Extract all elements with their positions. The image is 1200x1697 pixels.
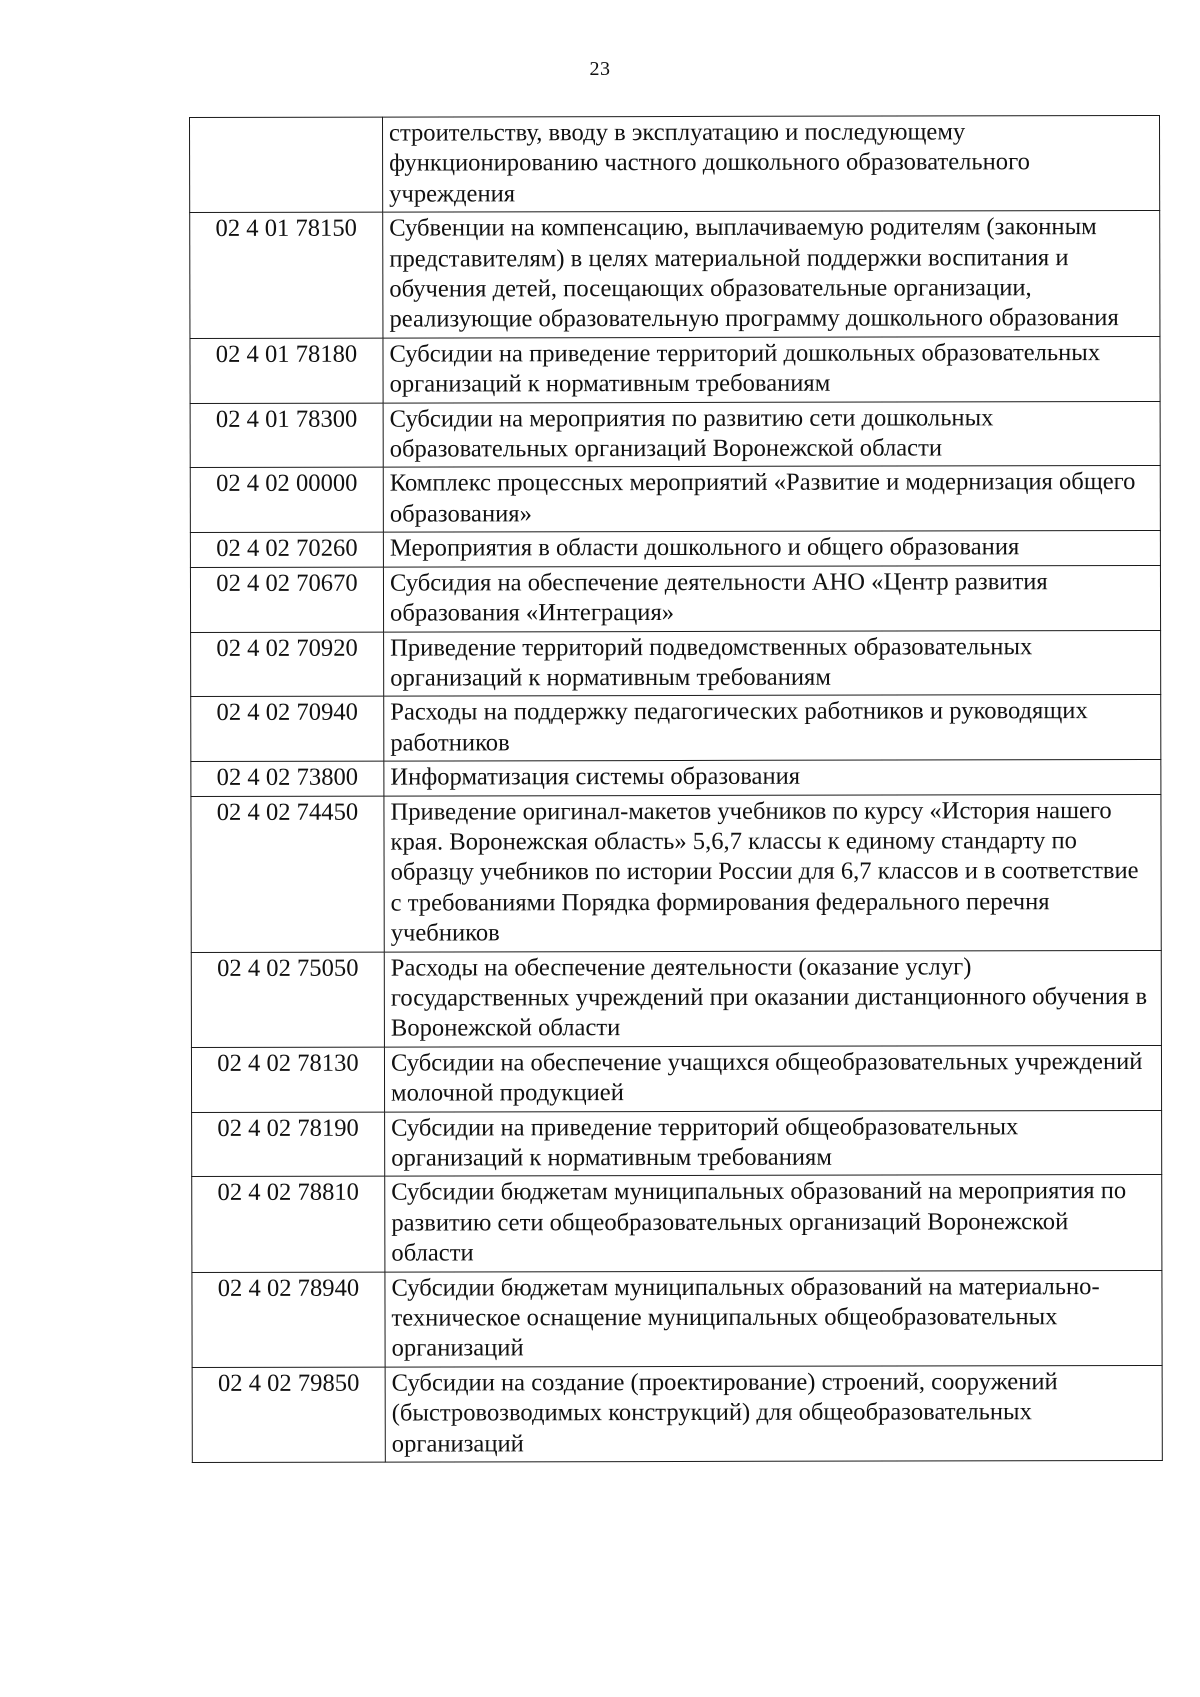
expense-description-cell: Субсидии на мероприятия по развитию сети дошкольных образовательных организаций Воронежской области <box>383 401 1160 467</box>
expense-description-cell: Субсидии на создание (проектирование) строений, сооружений (быстровозводимых конструкций) для общеобразовательных организаций <box>385 1365 1162 1462</box>
table-row <box>190 531 1160 567</box>
table-row <box>192 1110 1162 1177</box>
page-number: 23 <box>589 58 611 80</box>
classification-code-cell: 02 4 02 78810 <box>192 1176 385 1272</box>
expense-description-cell: Мероприятия в области дошкольного и общего образования <box>383 531 1160 567</box>
table-row <box>192 1365 1162 1462</box>
table-body <box>190 115 1163 1462</box>
classification-code-cell: 02 4 02 70940 <box>191 696 384 761</box>
table-row <box>191 760 1161 796</box>
expense-description-cell: Субсидии на обеспечение учащихся общеобразовательных учреждений молочной продукцией <box>384 1045 1161 1111</box>
classification-code-cell: 02 4 01 78150 <box>190 212 383 338</box>
table-row <box>191 695 1161 762</box>
table-row <box>191 1045 1161 1112</box>
table-row <box>191 630 1161 697</box>
classification-code-cell: 02 4 02 74450 <box>191 796 384 952</box>
table-row <box>190 401 1160 468</box>
table-row <box>190 211 1160 339</box>
expense-description-cell: Информатизация системы образования <box>384 760 1161 796</box>
classification-code-cell: 02 4 02 70670 <box>190 567 383 632</box>
classification-code-cell: 02 4 02 75050 <box>191 952 384 1048</box>
expense-description-cell: Субсидии на приведение территорий общеобразовательных организаций к нормативным требованиям <box>385 1110 1162 1176</box>
expense-description-cell: Субвенции на компенсацию, выплачиваемую родителям (законным представителям) в целях материальной поддержки воспитания и обучения детей, посещающих образовательные организации, реализующие образовательную программу дошкольного образования <box>383 211 1160 338</box>
table-row <box>191 794 1161 952</box>
table-row <box>190 565 1160 632</box>
table-row <box>191 950 1161 1047</box>
table-row <box>190 466 1160 533</box>
expense-description-cell: строительству, вводу в эксплуатацию и последующему функционированию частного дошкольного образовательного учреждения <box>383 115 1160 212</box>
classification-code-cell: 02 4 01 78300 <box>190 403 383 468</box>
expense-description-cell: Комплекс процессных мероприятий «Развитие и модернизация общего образования» <box>383 466 1160 532</box>
budget-classification-table <box>189 115 1163 1463</box>
classification-code-cell: 02 4 02 78190 <box>192 1112 385 1177</box>
table-row <box>192 1270 1162 1367</box>
classification-code-cell: 02 4 02 73800 <box>191 761 384 796</box>
expense-description-cell: Приведение территорий подведомственных образовательных организаций к нормативным требованиям <box>384 630 1161 696</box>
classification-code-cell: 02 4 02 78130 <box>191 1047 384 1112</box>
expense-description-cell: Субсидия на обеспечение деятельности АНО «Центр развития образования «Интеграция» <box>383 565 1160 631</box>
expense-description-cell: Расходы на поддержку педагогических работников и руководящих работников <box>384 695 1161 761</box>
expense-description-cell: Приведение оригинал-макетов учебников по курсу «История нашего края. Воронежская область» 5,6,7 классы к единому стандарту по образцу учебников по истории России для 6,7 классов и в соответствие с требованиями Порядка формирования федерального перечня учебников <box>384 794 1161 952</box>
table-row <box>192 1175 1162 1272</box>
expense-description-cell: Субсидии на приведение территорий дошкольных образовательных организаций к нормативным требованиям <box>383 336 1160 402</box>
classification-code-cell: 02 4 02 70260 <box>190 532 383 567</box>
expense-description-cell: Расходы на обеспечение деятельности (оказание услуг) государственных учреждений при оказании дистанционного обучения в Воронежской области <box>384 950 1161 1047</box>
expense-description-cell: Субсидии бюджетам муниципальных образований на мероприятия по развитию сети общеобразовательных организаций Воронежской области <box>385 1175 1162 1272</box>
classification-code-cell: 02 4 01 78180 <box>190 338 383 403</box>
table-row <box>190 336 1160 403</box>
classification-code-cell: 02 4 02 78940 <box>192 1272 385 1368</box>
classification-code-cell: 02 4 02 70920 <box>191 632 384 697</box>
table-row <box>190 115 1160 212</box>
classification-code-cell: 02 4 02 00000 <box>190 468 383 533</box>
expense-description-cell: Субсидии бюджетам муниципальных образований на материально-техническое оснащение муниципальных общеобразовательных организаций <box>385 1270 1162 1367</box>
classification-code-cell <box>190 117 383 213</box>
classification-code-cell: 02 4 02 79850 <box>192 1367 385 1463</box>
